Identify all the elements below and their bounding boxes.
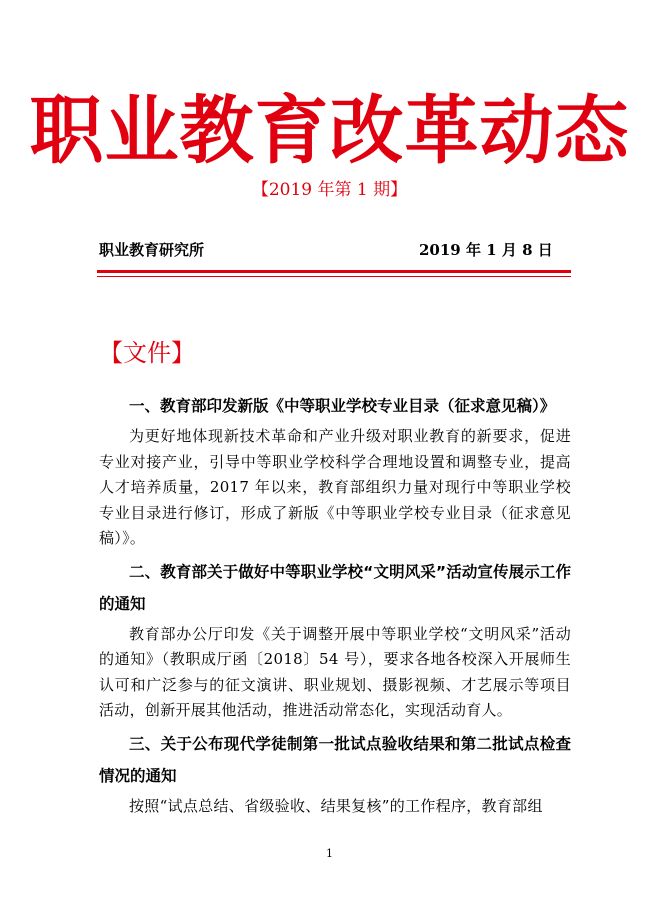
article-heading: 二、教育部关于做好中等职业学校“文明风采”活动宣传展示工作的通知 — [99, 562, 571, 613]
article-heading: 三、关于公布现代学徒制第一批试点验收结果和第二批试点检查情况的通知 — [99, 734, 571, 785]
article-body: 为更好地体现新技术革命和产业升级对职业教育的新要求，促进专业对接产业，引导中等职业学校科学合理地设置和调整专业，提高人才培养质量，2017 年以来，教育部组织力量对现行中等职业学校专业目录进行修订，形成了新版《中等职业学校专业目录（征求意见稿）》。 — [99, 427, 571, 547]
page-number: 1 — [326, 847, 333, 860]
article-body: 按照“试点总结、省级验收、结果复核”的工作程序，教育部组 — [129, 796, 543, 815]
issue-number: 【2019 年第 1 期】 — [251, 180, 408, 200]
section-tag: 【文件】 — [99, 339, 195, 367]
article-heading: 一、教育部印发新版《中等职业学校专业目录（征求意见稿）》 — [129, 397, 556, 415]
header-divider-thin — [97, 276, 571, 277]
publish-date: 2019 年 1 月 8 日 — [419, 241, 553, 259]
article-list — [99, 390, 571, 823]
article-body: 教育部办公厅印发《关于调整开展中等职业学校“文明风采”活动的通知》（教职成厅函〔2018〕54 号），要求各地各校深入开展师生认可和广泛参与的征文演讲、职业规划、摄影视频、才艺展示等项目活动，创新开展其他活动，推进活动常态化，实现活动育人。 — [99, 624, 571, 719]
masthead-title: 职业教育改革动态 — [29, 88, 630, 174]
publisher: 职业教育研究所 — [99, 241, 205, 259]
header-divider-thick — [97, 270, 571, 273]
